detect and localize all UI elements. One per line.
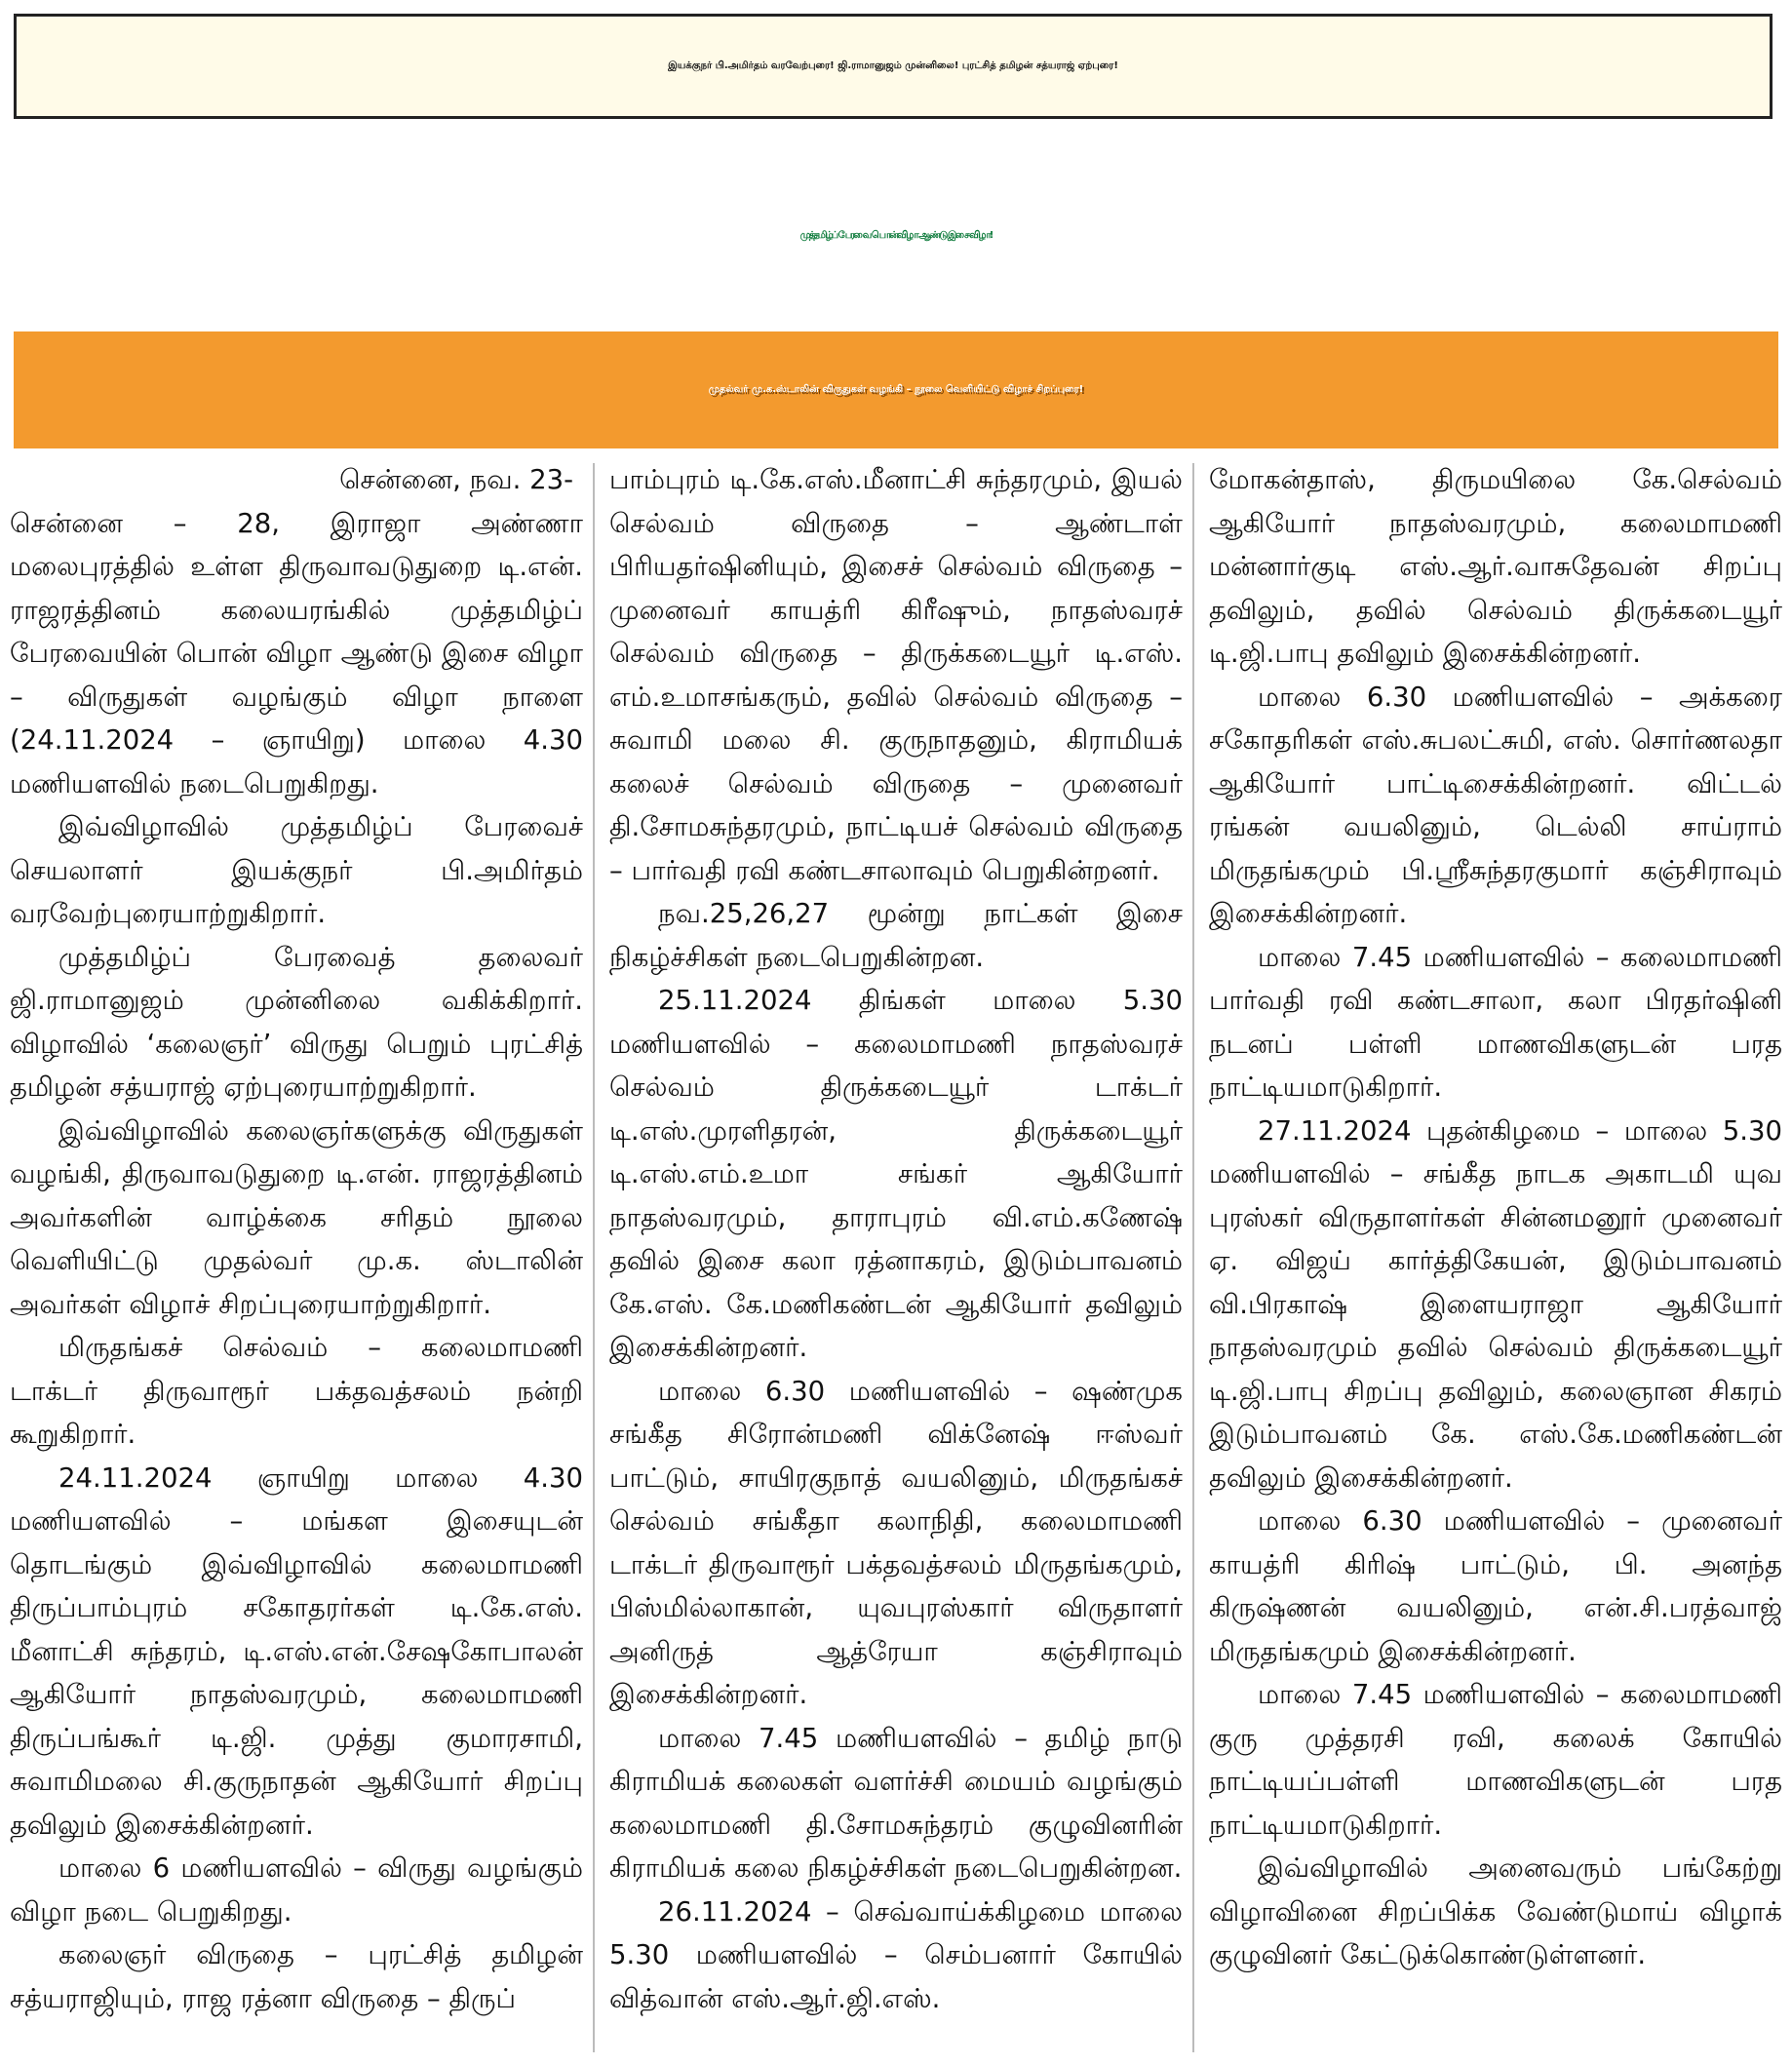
paragraph: 27.11.2024 புதன்கிழமை – மாலை 5.30 மணியளவில் – சங்கீத நாடக அகாடமி யுவ புரஸ்கர் விருதாளர்கள் சின்னமனூர் முனைவர் ஏ. விஜய் கார்த்திகேயன், இடும்பாவனம் வி.பிரகாஷ் இளையராஜா ஆகியோர் நாதஸ்வரமும் தவில் செல்வம் திருக்கடையூர் டி.ஜி.பாபு சிறப்பு தவிலும், கலைஞான சிகரம் இடும்பாவனம் கே. எஸ்.கே.மணிகண்டன் தவிலும் இசைக்கின்றனர். [1209, 1114, 1782, 1494]
paragraph: மாலை 7.45 மணியளவில் – தமிழ் நாடு கிராமியக் கலைகள் வளர்ச்சி மையம் வழங்கும் கலைமாமணி தி.சோமசுந்தரம் குழுவினரின் கிராமியக் கலை நிகழ்ச்சிகள் நடைபெறுகின்றன. [609, 1722, 1183, 1884]
paragraph: மாலை 7.45 மணியளவில் – கலைமாமணி குரு முத்தரசி ரவி, கலைக் கோயில் நாட்டியப்பள்ளி மாணவிகளுடன் பரத நாட்டியமாடுகிறார். [1209, 1679, 1782, 1841]
column-2 [609, 458, 1183, 2057]
column-3 [1209, 458, 1782, 2057]
paragraph: மாலை 6.30 மணியளவில் – ஷண்முக சங்கீத சிரோன்மணி விக்னேஷ் ஈஸ்வர் பாட்டும், சாயிரகுநாத் வயலினும், மிருதங்கச் செல்வம் சங்கீதா கலாநிதி, கலைமாமணி டாக்டர் திருவாரூர் பக்தவத்சலம் மிருதங்கமும், பிஸ்மில்லாகான், யுவபுரஸ்கார் விருதாளர் அனிருத் ஆத்ரேயா கஞ்சிராவும் இசைக்கின்றனர். [609, 1375, 1183, 1710]
paragraph: 26.11.2024 – செவ்வாய்க்கிழமை மாலை 5.30 மணியளவில் – செம்பனார் கோயில் வித்வான் எஸ்.ஆர்.ஜி.எஸ். [609, 1895, 1183, 2014]
paragraph: நவ.25,26,27 மூன்று நாட்கள் இசை நிகழ்ச்சிகள் நடைபெறுகின்றன. [609, 898, 1183, 973]
paragraph: முத்தமிழ்ப் பேரவைத் தலைவர் ஜி.ராமானுஜம் முன்னிலை வகிக்கிறார். விழாவில் ‘கலைஞர்’ விருது பெறும் புரட்சித் தமிழன் சத்யராஜ் ஏற்புரையாற்றுகிறார். [10, 941, 583, 1103]
subheadline-band: முதல்வர் மு.க.ஸ்டாலின் விருதுகள் வழங்கி – நூலை வெளியிட்டு விழாச் சிறப்புரை! [14, 331, 1778, 448]
paragraph: மாலை 6.30 மணியளவில் – அக்கரை சகோதரிகள் எஸ்.சுபலட்சுமி, எஸ். சொர்ணலதா ஆகியோர் பாட்டிசைக்கின்றனர். விட்டல் ரங்கன் வயலினும், டெல்லி சாய்ராம் மிருதங்கமும் பி.ஸ்ரீசுந்தரகுமார் கஞ்சிராவும் இசைக்கின்றனர். [1209, 681, 1782, 929]
paragraph: கலைஞர் விருதை – புரட்சித் தமிழன் சத்யராஜியும், ராஜ ரத்னா விருதை – திருப் [10, 1939, 583, 2014]
column-1 [10, 458, 583, 2057]
paragraph: சென்னை – 28, இராஜா அண்ணா மலைபுரத்தில் உள்ள திருவாவடுதுறை டி.என். ராஜரத்தினம் கலையரங்கில் முத்தமிழ்ப் பேரவையின் பொன் விழா ஆண்டு இசை விழா – விருதுகள் வழங்கும் விழா நாளை (24.11.2024 – ஞாயிறு) மாலை 4.30 மணியளவில் நடைபெறுகிறது. [10, 507, 583, 799]
dateline: சென்னை, நவ. 23- [339, 464, 573, 495]
paragraph: இவ்விழாவில் முத்தமிழ்ப் பேரவைச் செயலாளர் இயக்குநர் பி.அமிர்தம் வரவேற்புரையாற்றுகிறார். [10, 811, 583, 929]
paragraph: 24.11.2024 ஞாயிறு மாலை 4.30 மணியளவில் – மங்கள இசையுடன் தொடங்கும் இவ்விழாவில் கலைமாமணி திருப்பாம்புரம் சகோதரர்கள் டி.கே.எஸ். மீனாட்சி சுந்தரம், டி.எஸ்.என்.சேஷகோபாலன் ஆகியோர் நாதஸ்வரமும், கலைமாமணி திருப்பங்கூர் டி.ஜி. முத்து குமாரசாமி, சுவாமிமலை சி.குருநாதன் ஆகியோர் சிறப்பு தவிலும் இசைக்கின்றனர். [10, 1461, 583, 1841]
headline: முத்தமிழ்ப் பேரவை பொன்விழா ஆண்டு இசை விழா! [799, 230, 993, 241]
paragraph: மிருதங்கச் செல்வம் – கலைமாமணி டாக்டர் திருவாரூர் பக்தவத்சலம் நன்றி கூறுகிறார். [10, 1332, 583, 1450]
kicker-banner: இயக்குநர் பி.அமிர்தம் வரவேற்புரை! ஜி.ராமானுஜம் முன்னிலை! புரட்சித் தமிழன் சத்யராஜ் ஏற்புரை! [14, 14, 1773, 119]
paragraph: இவ்விழாவில் அனைவரும் பங்கேற்று விழாவினை சிறப்பிக்க வேண்டுமாய் விழாக் குழுவினர் கேட்டுக்கொண்டுள்ளனர். [1209, 1852, 1782, 1970]
paragraph: இவ்விழாவில் கலைஞர்களுக்கு விருதுகள் வழங்கி, திருவாவடுதுறை டி.என். ராஜரத்தினம் அவர்களின் வாழ்க்கை சரிதம் நூலை வெளியிட்டு முதல்வர் மு.க. ஸ்டாலின் அவர்கள் விழாச் சிறப்புரையாற்றுகிறார். [10, 1114, 583, 1320]
article-body [10, 458, 1782, 2057]
paragraph: மாலை 6 மணியளவில் – விருது வழங்கும் விழா நடை பெறுகிறது. [10, 1852, 583, 1928]
paragraph: 25.11.2024 திங்கள் மாலை 5.30 மணியளவில் – கலைமாமணி நாதஸ்வரச் செல்வம் திருக்கடையூர் டாக்டர் டி.எஸ்.முரளிதரன், திருக்கடையூர் டி.எஸ்.எம்.உமா சங்கர் ஆகியோர் நாதஸ்வரமும், தாராபுரம் வி.எம்.கணேஷ் தவில் இசை கலா ரத்னாகரம், இடும்பாவனம் கே.எஸ். கே.மணிகண்டன் ஆகியோர் தவிலும் இசைக்கின்றனர். [609, 985, 1183, 1363]
paragraph: பாம்புரம் டி.கே.எஸ்.மீனாட்சி சுந்தரமும், இயல் செல்வம் விருதை – ஆண்டாள் பிரியதர்ஷினியும், இசைச் செல்வம் விருதை – முனைவர் காயத்ரி கிரீஷும், நாதஸ்வரச் செல்வம் விருதை – திருக்கடையூர் டி.எஸ். எம்.உமாசங்கரும், தவில் செல்வம் விருதை – சுவாமி மலை சி. குருநாதனும், கிராமியக் கலைச் செல்வம் விருதை – முனைவர் தி.சோமசுந்தரமும், நாட்டியச் செல்வம் விருதை – பார்வதி ரவி கண்டசாலாவும் பெறுகின்றனர். [609, 464, 1183, 886]
paragraph: மாலை 7.45 மணியளவில் – கலைமாமணி பார்வதி ரவி கண்டசாலா, கலா பிரதர்ஷினி நடனப் பள்ளி மாணவிகளுடன் பரத நாட்டியமாடுகிறார். [1209, 941, 1782, 1103]
paragraph: மோகன்தாஸ், திருமயிலை கே.செல்வம் ஆகியோர் நாதஸ்வரமும், கலைமாமணி மன்னார்குடி எஸ்.ஆர்.வாசுதேவன் சிறப்பு தவிலும், தவில் செல்வம் திருக்கடையூர் டி.ஜி.பாபு தவிலும் இசைக்கின்றனர். [1209, 464, 1782, 669]
paragraph: மாலை 6.30 மணியளவில் – முனைவர் காயத்ரி கிரிஷ் பாட்டும், பி. அனந்த கிருஷ்ணன் வயலினும், என்.சி.பரத்வாஜ் மிருதங்கமும் இசைக்கின்றனர். [1209, 1505, 1782, 1667]
